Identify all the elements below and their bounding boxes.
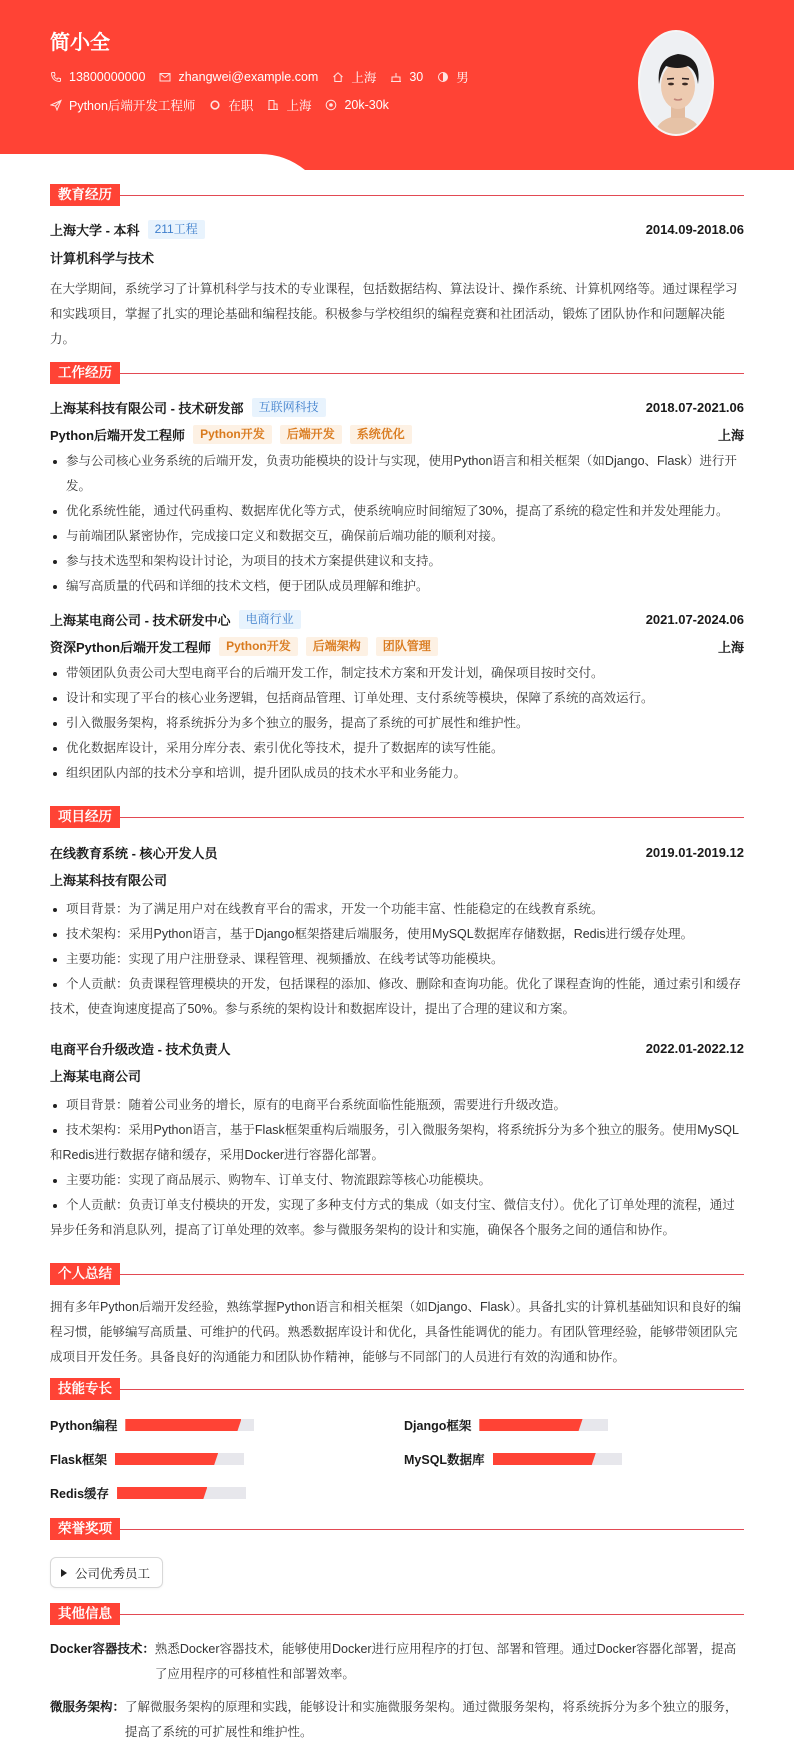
skill-level-bar xyxy=(125,1419,254,1431)
section-header xyxy=(50,1603,744,1625)
section-divider xyxy=(120,1274,744,1275)
list-item: 设计和实现了平台的核心业务逻辑，包括商品管理、订单处理、支付系统等模块，保障了系统的高效运行。 xyxy=(50,686,744,711)
email-item: zhangwei@example.com xyxy=(159,70,318,84)
resume-header xyxy=(0,0,794,170)
header-wave-decoration xyxy=(0,140,794,170)
gender-icon xyxy=(437,71,449,83)
other-info-value: 了解微服务架构的原理和实践，能够设计和实施微服务架构。通过微服务架构，将系统拆分为多个独立的服务，提高了系统的可扩展性和维护性。 xyxy=(125,1700,738,1739)
skill-item xyxy=(50,1448,404,1470)
summary-text: 拥有多年Python后端开发经验，熟练掌握Python语言和相关框架（如Django、Flask）。具备扎实的计算机基础知识和良好的编程习惯，能够编写高质量、可维护的代码。熟悉数据库设计和优化，具备性能调优的能力。有团队管理经验，能够带领团队完成项目开发任务。具备良好的沟通能力和团队协作精神，能够与不同部门的人员进行有效的沟通和协作。 xyxy=(50,1300,742,1364)
skill-name: Flask框架 xyxy=(50,1453,107,1467)
section-other xyxy=(50,1603,744,1745)
project-name: 在线教育系统 - 核心开发人员 xyxy=(50,845,218,861)
section-title: 荣誉奖项 xyxy=(50,1518,120,1540)
section-title: 个人总结 xyxy=(50,1263,120,1285)
skill-item xyxy=(50,1482,404,1504)
list-item: 技术架构：采用Python语言，基于Django框架搭建后端服务，使用MySQL数据库存储数据，Redis进行缓存处理。 xyxy=(50,922,744,947)
section-divider xyxy=(120,1614,744,1615)
list-item: 主要功能：实现了商品展示、购物车、订单支付、物流跟踪等核心功能模块。 xyxy=(50,1168,744,1193)
section-header xyxy=(50,1263,744,1285)
skills-grid xyxy=(50,1414,744,1504)
project-entry xyxy=(50,1038,744,1243)
section-header xyxy=(50,1518,744,1540)
list-item: 参与技术选型和架构设计讨论，为项目的技术方案提供建议和支持。 xyxy=(50,549,744,574)
mail-icon xyxy=(159,71,171,83)
job-responsibilities xyxy=(50,449,744,599)
section-skills xyxy=(50,1378,744,1504)
industry-tag: 电商行业 xyxy=(239,610,301,629)
section-work xyxy=(50,362,744,786)
other-info-key: Docker容器技术： xyxy=(50,1642,155,1656)
skill-level-bar xyxy=(115,1453,244,1465)
skill-item xyxy=(50,1414,404,1436)
skill-level-fill xyxy=(493,1453,596,1465)
skill-tag: 后端开发 xyxy=(280,425,342,444)
section-divider xyxy=(120,1529,744,1530)
skill-level-fill xyxy=(125,1419,241,1431)
skill-name: Redis缓存 xyxy=(50,1487,110,1501)
resume-body xyxy=(0,184,794,1745)
target-position-item: Python后端开发工程师 xyxy=(50,96,195,114)
school-tag: 211工程 xyxy=(148,220,205,239)
skill-tag: Python开发 xyxy=(219,637,298,656)
school-name: 上海大学 - 本科 xyxy=(50,222,140,238)
section-header xyxy=(50,362,744,384)
building-icon xyxy=(267,99,279,111)
skill-tag: 后端架构 xyxy=(306,637,368,656)
skill-level-bar xyxy=(117,1487,246,1499)
skill-level-fill xyxy=(479,1419,582,1431)
project-details xyxy=(50,897,744,1022)
award-item[interactable] xyxy=(50,1557,163,1588)
industry-tag: 互联网科技 xyxy=(252,398,326,417)
company-name: 上海某电商公司 - 技术研发中心 xyxy=(50,612,231,628)
phone-icon xyxy=(50,71,62,83)
project-company: 上海某电商公司 xyxy=(50,1069,142,1084)
list-item: 参与公司核心业务系统的后端开发，负责功能模块的设计与实现，使用Python语言和相关框架（如Django、Flask）进行开发。 xyxy=(50,449,744,499)
section-projects xyxy=(50,806,744,1243)
other-info-item xyxy=(50,1695,744,1745)
section-title: 其他信息 xyxy=(50,1603,120,1625)
skill-name: Python编程 xyxy=(50,1419,118,1433)
project-entry xyxy=(50,842,744,1022)
section-education xyxy=(50,184,744,352)
contact-row xyxy=(50,68,483,86)
project-details xyxy=(50,1093,744,1243)
triangle-right-icon xyxy=(61,1569,67,1577)
project-name: 电商平台升级改造 - 技术负责人 xyxy=(50,1041,231,1057)
section-title: 项目经历 xyxy=(50,806,120,828)
section-summary xyxy=(50,1263,744,1370)
list-item: 编写高质量的代码和详细的技术文档，便于团队成员理解和维护。 xyxy=(50,574,744,599)
job-entry xyxy=(50,397,744,599)
job-responsibilities xyxy=(50,661,744,786)
other-info-value: 熟悉Docker容器技术，能够使用Docker进行应用程序的打包、部署和管理。通过Docker容器化部署，提高了应用程序的可移植性和部署效率。 xyxy=(154,1642,737,1681)
job-location: 上海 xyxy=(717,427,744,443)
list-item: 组织团队内部的技术分享和培训，提升团队成员的技术水平和业务能力。 xyxy=(50,761,744,786)
gender-item: 男 xyxy=(437,68,469,86)
job-intent-row xyxy=(50,96,403,114)
section-divider xyxy=(120,195,744,196)
skill-name: Django框架 xyxy=(404,1419,472,1433)
education-header-row xyxy=(50,219,744,239)
list-item: 优化系统性能，通过代码重构、数据库优化等方式，使系统响应时间缩短了30%，提高了系统的稳定性和并发处理能力。 xyxy=(50,499,744,524)
job-period: 2018.07-2021.06 xyxy=(645,399,744,415)
list-item: 个人贡献：负责订单支付模块的开发，实现了多种支付方式的集成（如支付宝、微信支付）。优化了订单处理的流程，通过异步任务和消息队列，提高了订单处理的效率。参与微服务架构的设计和实施，确保各个服务之间的通信和协作。 xyxy=(50,1193,744,1243)
list-item: 技术架构：采用Python语言，基于Flask框架重构后端服务，引入微服务架构，将系统拆分为多个独立的服务。使用MySQL和Redis进行数据存储和缓存，采用Docker进行容器化部署。 xyxy=(50,1118,744,1168)
job-position: Python后端开发工程师 xyxy=(50,427,186,443)
skill-name: MySQL数据库 xyxy=(404,1453,485,1467)
other-info-item xyxy=(50,1637,744,1687)
section-header xyxy=(50,184,744,206)
list-item: 个人贡献：负责课程管理模块的开发，包括课程的添加、修改、删除和查询功能。优化了课程查询的性能，通过索引和缓存技术，使查询速度提高了50%。参与系统的架构设计和数据库设计，提出了合理的建议和方案。 xyxy=(50,972,744,1022)
skill-item xyxy=(404,1414,758,1436)
skill-tag: 系统优化 xyxy=(350,425,412,444)
list-item: 引入微服务架构，将系统拆分为多个独立的服务，提高了系统的可扩展性和维护性。 xyxy=(50,711,744,736)
target-city-item: 上海 xyxy=(267,96,311,114)
job-status-item: 在职 xyxy=(209,96,253,114)
section-divider xyxy=(120,1389,744,1390)
list-item: 带领团队负责公司大型电商平台的后端开发工作，制定技术方案和开发计划，确保项目按时交付。 xyxy=(50,661,744,686)
status-icon xyxy=(209,99,221,111)
skill-level-bar xyxy=(479,1419,608,1431)
section-header xyxy=(50,1378,744,1400)
send-icon xyxy=(50,99,62,111)
section-title: 技能专长 xyxy=(50,1378,120,1400)
home-icon xyxy=(332,71,344,83)
skill-level-bar xyxy=(493,1453,622,1465)
salary-item: 20k-30k xyxy=(325,98,388,112)
salary-icon xyxy=(325,99,337,111)
section-awards xyxy=(50,1518,744,1588)
section-title: 教育经历 xyxy=(50,184,120,206)
other-info-key: 微服务架构： xyxy=(50,1700,126,1714)
candidate-name: 简小全 xyxy=(50,32,110,54)
skill-level-fill xyxy=(117,1487,207,1499)
job-location: 上海 xyxy=(717,639,744,655)
skill-tag: Python开发 xyxy=(193,425,272,444)
phone-item: 13800000000 xyxy=(50,70,145,84)
list-item: 主要功能：实现了用户注册登录、课程管理、视频播放、在线考试等功能模块。 xyxy=(50,947,744,972)
project-company: 上海某科技有限公司 xyxy=(50,873,168,888)
project-period: 2022.01-2022.12 xyxy=(645,1040,744,1056)
job-position: 资深Python后端开发工程师 xyxy=(50,639,212,655)
list-item: 优化数据库设计，采用分库分表、索引优化等技术，提升了数据库的读写性能。 xyxy=(50,736,744,761)
avatar-photo xyxy=(640,32,714,136)
major: 计算机科学与技术 xyxy=(50,251,155,266)
education-description: 在大学期间，系统学习了计算机科学与技术的专业课程，包括数据结构、算法设计、操作系统、计算机网络等。通过课程学习和实践项目，掌握了扎实的理论基础和编程技能。积极参与学校组织的编程竞赛和社团活动，锻炼了团队协作和问题解决能力。 xyxy=(50,282,738,346)
skill-level-fill xyxy=(115,1453,218,1465)
skill-tag: 团队管理 xyxy=(376,637,438,656)
job-period: 2021.07-2024.06 xyxy=(645,611,744,627)
age-item: 30 xyxy=(390,70,423,84)
award-label: 公司优秀员工 xyxy=(75,1566,151,1581)
city-item: 上海 xyxy=(332,68,376,86)
section-header xyxy=(50,806,744,828)
cake-icon xyxy=(390,71,402,83)
list-item: 项目背景：随着公司业务的增长，原有的电商平台系统面临性能瓶颈，需要进行升级改造。 xyxy=(50,1093,744,1118)
education-period: 2014.09-2018.06 xyxy=(645,221,744,237)
section-title: 工作经历 xyxy=(50,362,120,384)
project-period: 2019.01-2019.12 xyxy=(645,844,744,860)
avatar xyxy=(638,30,714,136)
job-entry xyxy=(50,609,744,786)
section-divider xyxy=(120,817,744,818)
skill-item xyxy=(404,1448,758,1470)
section-divider xyxy=(120,373,744,374)
company-name: 上海某科技有限公司 - 技术研发部 xyxy=(50,400,244,416)
list-item: 项目背景：为了满足用户对在线教育平台的需求，开发一个功能丰富、性能稳定的在线教育系统。 xyxy=(50,897,744,922)
list-item: 与前端团队紧密协作，完成接口定义和数据交互，确保前后端功能的顺利对接。 xyxy=(50,524,744,549)
